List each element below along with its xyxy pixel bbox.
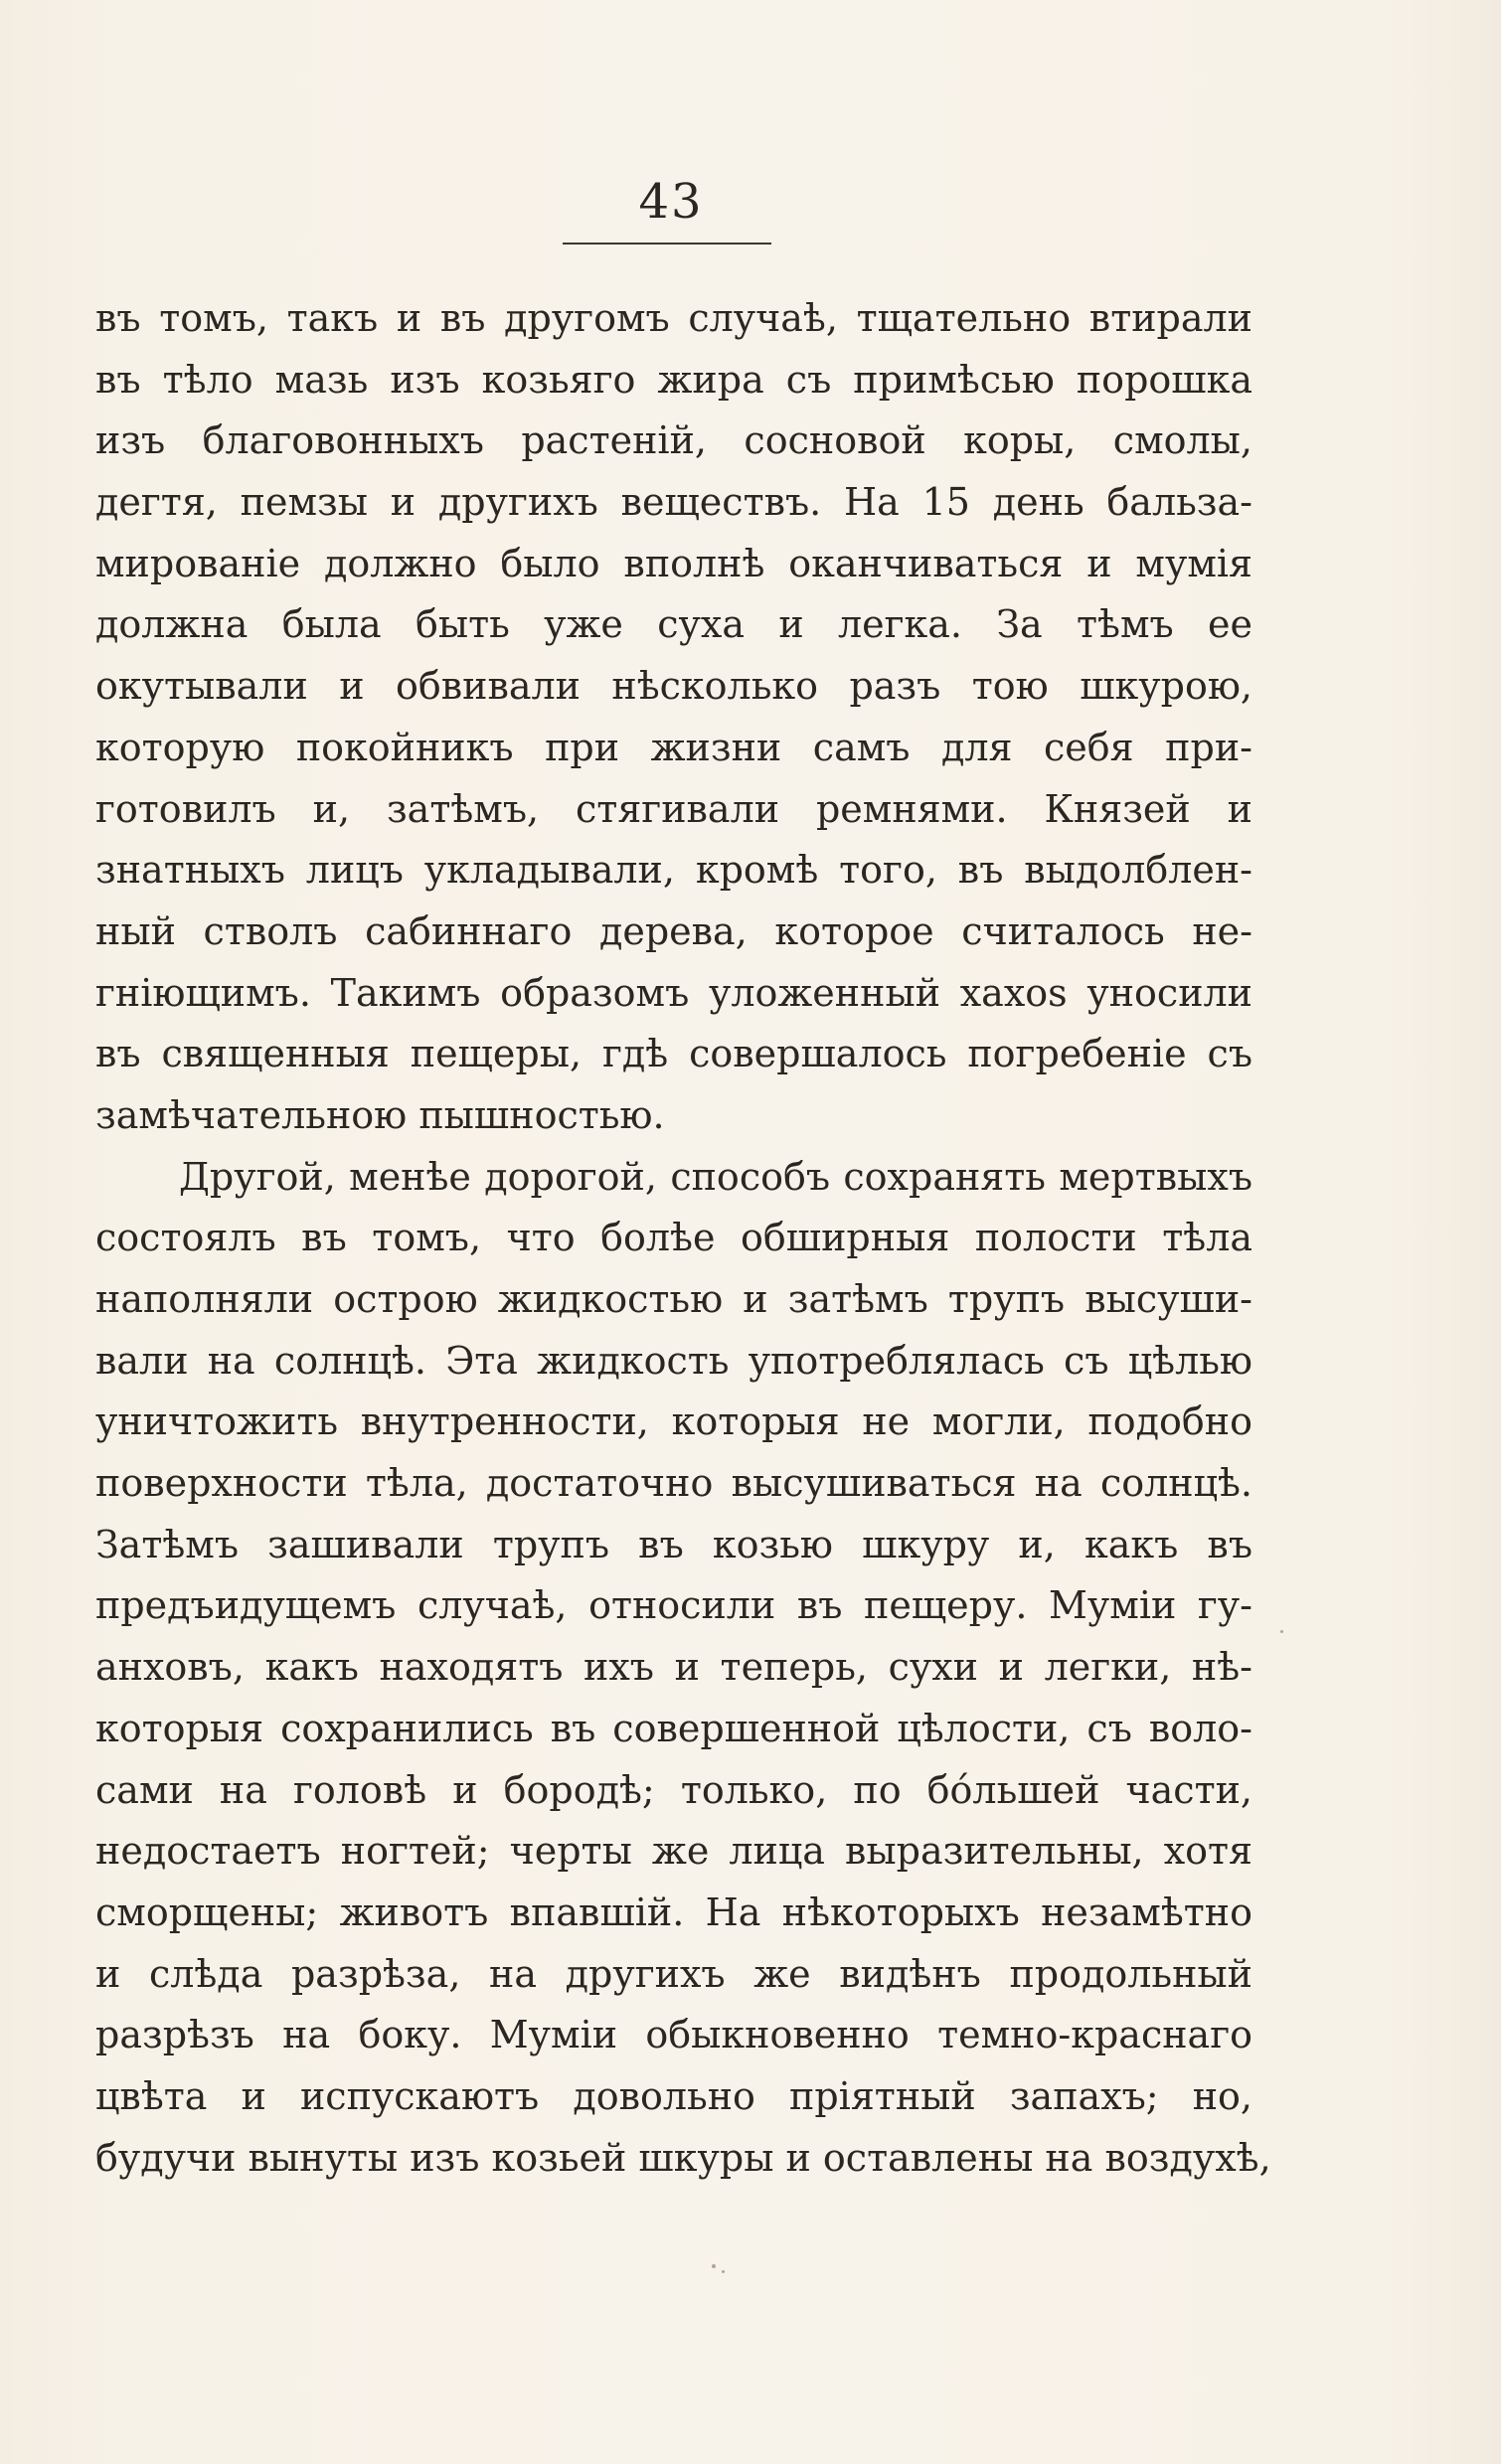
text-line: будучи вынуты изъ козьей шкуры и оставлены на воздухѣ, xyxy=(95,2135,1271,2180)
text-line: въ томъ, такъ и въ другомъ случаѣ, тщательно втирали xyxy=(95,296,1252,340)
text-line: и слѣда разрѣза, на другихъ же видѣнъ продольный xyxy=(95,1951,1252,1996)
text-line: поверхности тѣла, достаточно высушиваться на солнцѣ. xyxy=(95,1461,1252,1506)
text-line: сами на головѣ и бородѣ; только, по бо́льшей части, xyxy=(95,1767,1252,1812)
text-line: предъидущемъ случаѣ, относили въ пещеру. Муміи гу- xyxy=(95,1583,1252,1628)
text-line: замѣчательною пышностью. xyxy=(95,1092,665,1137)
text-line: готовилъ и, затѣмъ, стягивали ремнями. Князей и xyxy=(95,786,1252,831)
text-line: анховъ, какъ находятъ ихъ и теперь, сухи и легки, нѣ- xyxy=(95,1645,1252,1690)
text-line: гніющимъ. Такимъ образомъ уложенный хахоѕ уносили xyxy=(95,970,1252,1015)
text-line: наполняли острою жидкостью и затѣмъ трупъ высуши- xyxy=(95,1277,1252,1321)
text-line: мированіе должно было вполнѣ оканчиваться и мумія xyxy=(95,541,1252,585)
text-line: вали на солнцѣ. Эта жидкость употреблялась съ цѣлью xyxy=(95,1338,1252,1383)
text-line: которыя сохранились въ совершенной цѣлости, съ воло- xyxy=(95,1706,1252,1750)
text-line: Затѣмъ зашивали трупъ въ козью шкуру и, какъ въ xyxy=(95,1522,1252,1566)
text-line: ный стволъ сабиннаго дерева, которое считалось не- xyxy=(95,908,1252,953)
text-line: разрѣзъ на боку. Муміи обыкновенно темно-краснаго xyxy=(95,2013,1252,2057)
header-rule xyxy=(563,243,771,245)
scan-speck xyxy=(1280,1630,1283,1633)
text-line: дегтя, пемзы и другихъ веществъ. На 15 день бальза- xyxy=(95,480,1252,525)
text-line: сморщены; животъ впавшій. На нѣкоторыхъ незамѣтно xyxy=(95,1889,1252,1934)
page-number: 43 xyxy=(638,174,704,230)
body-text xyxy=(95,288,1271,2189)
text-line: которую покойникъ при жизни самъ для себя при- xyxy=(95,725,1252,769)
text-line: уничтожить внутренности, которыя не могли, подобно xyxy=(95,1399,1252,1444)
text-line: изъ благовонныхъ растеній, сосновой коры, смолы, xyxy=(95,418,1252,463)
scan-speck xyxy=(712,2264,716,2268)
scan-speck xyxy=(722,2270,725,2273)
text-line: окутывали и обвивали нѣсколько разъ тою шкурою, xyxy=(95,664,1252,709)
text-line: должна была быть уже суха и легка. За тѣмъ ее xyxy=(95,602,1252,647)
text-line: недостаетъ ногтей; черты же лица выразительны, хотя xyxy=(95,1829,1252,1874)
text-line: цвѣта и испускаютъ довольно пріятный запахъ; но, xyxy=(95,2073,1252,2118)
text-line: состоялъ въ томъ, что болѣе обширныя полости тѣла xyxy=(95,1216,1252,1260)
text-line: Другой, менѣе дорогой, способъ сохранять мертвыхъ xyxy=(179,1154,1252,1199)
text-line: въ тѣло мазь изъ козьяго жира съ примѣсью порошка xyxy=(95,357,1252,402)
text-line: въ священныя пещеры, гдѣ совершалось погребеніе съ xyxy=(95,1032,1252,1076)
text-line: знатныхъ лицъ укладывали, кромѣ того, въ выдолблен- xyxy=(95,848,1252,893)
